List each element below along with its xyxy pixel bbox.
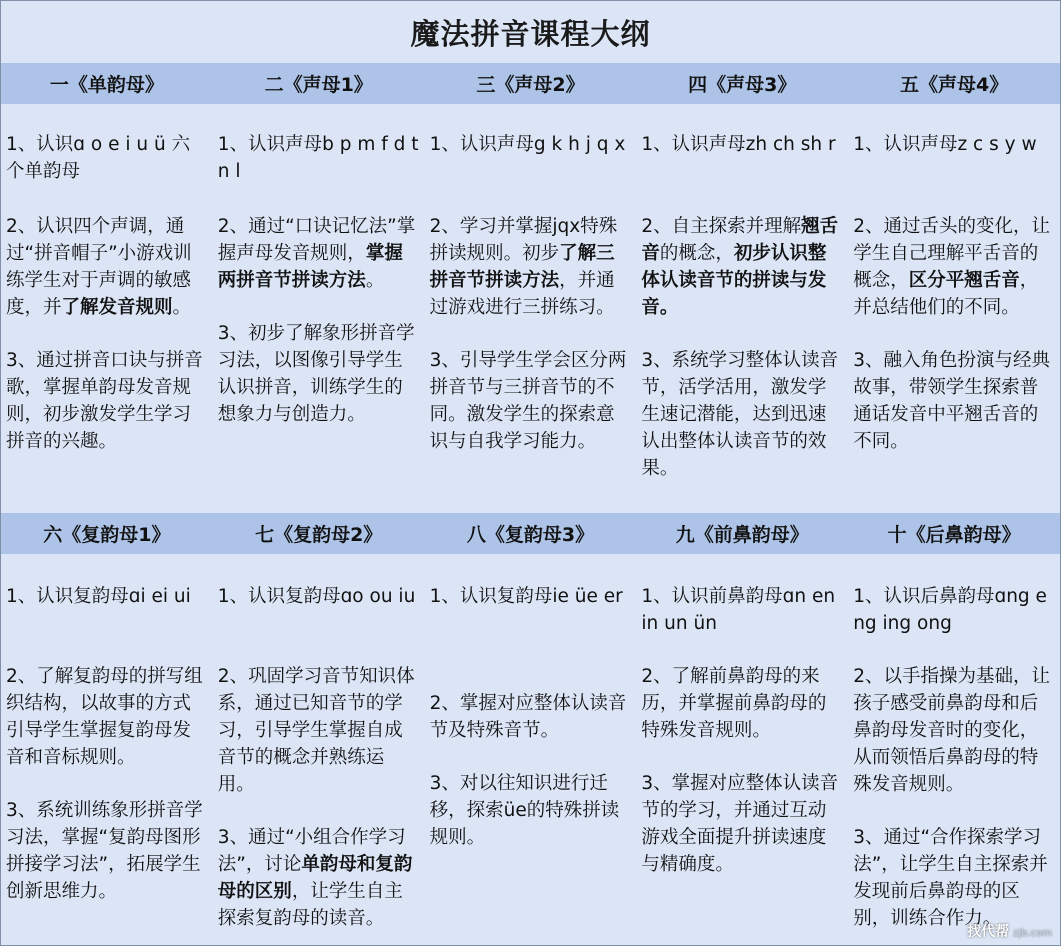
objective-text: 1、认识后鼻韵母ɑng eng ing ong xyxy=(853,586,1047,634)
lesson-objective xyxy=(641,131,842,158)
lesson-content-row-1 xyxy=(1,104,1060,512)
lesson-objective xyxy=(218,213,419,294)
objective-text: ，让学生自主探索复韵母的读音。 xyxy=(217,881,403,929)
objective-text: 1、认识ɑ o e i u ü 六个单韵母 xyxy=(6,134,191,182)
objective-text: 3、融入角色扮演与经典故事，带领学生探索普通话发音中平翘舌音的不同。 xyxy=(853,350,1050,452)
lesson-objective xyxy=(6,663,207,771)
lesson-objective xyxy=(218,131,419,185)
objective-text: 1、认识声母b p m f d t n l xyxy=(217,134,419,182)
objective-emphasis-text: 掌握两拼音节拼读方法 xyxy=(217,243,403,291)
lesson-header: 二《声母1》 xyxy=(264,74,373,96)
lesson-objective xyxy=(853,131,1054,158)
lesson-objective xyxy=(853,583,1054,637)
objective-text: 2、了解复韵母的拼写组织结构，以故事的方式引导学生掌握复韵母发音和音标规则。 xyxy=(6,666,203,768)
lesson-objective xyxy=(6,797,207,905)
lesson-objective xyxy=(218,583,419,610)
lesson-objective xyxy=(6,347,207,455)
objective-text: 3、通过拼音口诀与拼音歌，掌握单韵母发音规则，初步激发学生学习拼音的兴趣。 xyxy=(6,350,203,452)
objective-text: 2、巩固学习音节知识体系，通过已知音节的学习，引导学生掌握自成音节的概念并熟练运用。 xyxy=(217,666,415,795)
lesson-objective xyxy=(218,824,419,932)
objective-text: 2、自主探索并理解 xyxy=(641,216,802,237)
lesson-header: 十《后鼻韵母》 xyxy=(887,524,1021,546)
lesson-header: 九《前鼻韵母》 xyxy=(675,524,809,546)
watermark-site: zjb.com xyxy=(1013,928,1052,939)
page-title: 魔法拼音课程大纲 xyxy=(410,16,651,51)
lesson-column xyxy=(213,104,425,512)
lesson-column xyxy=(636,554,848,945)
lesson-objective xyxy=(853,663,1054,798)
lesson-objective xyxy=(6,131,207,185)
objective-text: 2、通过舌头的变化，让学生自己理解平舌音的概念， xyxy=(853,216,1050,291)
lesson-header: 一《单韵母》 xyxy=(49,74,164,96)
objective-text: 1、认识声母zh ch sh r xyxy=(641,134,836,155)
lesson-objective xyxy=(641,663,842,744)
lesson-objective xyxy=(218,320,419,428)
watermark-logo xyxy=(967,921,1052,941)
objective-text: 3、通过“小组合作学习法”，讨论 xyxy=(217,827,406,875)
lesson-objective xyxy=(430,690,631,744)
lesson-objective xyxy=(853,347,1054,455)
lesson-objective xyxy=(641,347,842,482)
objective-text: 3、系统训练象形拼音学习法，掌握“复韵母图形拼接学习法”，拓展学生创新思维力。 xyxy=(6,800,203,902)
lesson-column xyxy=(1,554,213,945)
lesson-header: 八《复韵母3》 xyxy=(466,524,595,546)
objective-text: ，并总结他们的不同。 xyxy=(853,270,1039,318)
lesson-header-row-2 xyxy=(1,513,1060,554)
objective-text: 。 xyxy=(365,270,385,291)
objective-text: 3、系统学习整体认读音节，活学活用，激发学生速记潜能，达到迅速认出整体认读音节的效果。 xyxy=(641,350,839,479)
objective-text: 3、对以往知识进行迁移，探索üe的特殊拼读规则。 xyxy=(429,773,620,848)
lesson-column xyxy=(1,104,213,512)
objective-text: 3、掌握对应整体认读音节的学习，并通过互动游戏全面提升拼读速度与精确度。 xyxy=(641,773,839,875)
lesson-column xyxy=(213,554,425,945)
objective-text: 1、认识复韵母ɑo ou iu xyxy=(217,586,416,607)
objective-emphasis-text: 翘舌音 xyxy=(641,216,839,264)
lesson-objective xyxy=(641,213,842,321)
lesson-objective xyxy=(641,583,842,637)
lesson-objective xyxy=(853,213,1054,321)
objective-text: 1、认识复韵母ie üe er xyxy=(429,586,623,607)
lesson-objective xyxy=(6,583,207,610)
lesson-header: 四《声母3》 xyxy=(688,74,797,96)
lesson-header: 六《复韵母1》 xyxy=(43,524,171,546)
objective-emphasis-text: 区分平翘舌音 xyxy=(908,270,1020,291)
objective-emphasis-text: 了解发音规则 xyxy=(61,297,173,318)
lesson-header: 五《声母4》 xyxy=(899,74,1009,96)
objective-text: ，并通过游戏进行三拼练习。 xyxy=(429,270,615,318)
objective-text: 3、通过“合作探索学习法”，让学生自主探索并发现前后鼻韵母的区别，训练合作力。 xyxy=(853,827,1048,929)
lesson-objective xyxy=(6,213,207,321)
objective-text: 2、通过“口诀记忆法”掌握声母发音规则， xyxy=(217,216,416,264)
lesson-objective xyxy=(853,824,1054,932)
objective-text: 2、了解前鼻韵母的来历，并掌握前鼻韵母的特殊发音规则。 xyxy=(641,666,827,741)
objective-text: 的概念， xyxy=(659,243,734,264)
objective-text: 2、学习并掌握jqx特殊拼读规则。初步 xyxy=(429,216,618,264)
objective-text: 。 xyxy=(172,297,192,318)
lesson-column xyxy=(636,104,848,512)
lesson-column xyxy=(848,104,1060,512)
lesson-column xyxy=(848,554,1060,945)
lesson-objective xyxy=(430,131,631,158)
lesson-objective xyxy=(430,583,631,610)
lesson-objective xyxy=(218,663,419,798)
watermark-brand: 找代帮 xyxy=(967,924,1010,940)
objective-text: 2、认识四个声调，通过“拼音帽子”小游戏训练学生对于声调的敏感度，并 xyxy=(6,216,192,318)
objective-text: 3、引导学生学会区分两拼音节与三拼音节的不同。激发学生的探索意识与自我学习能力。 xyxy=(429,350,627,452)
objective-text: 1、认识声母z c s y w xyxy=(853,134,1037,155)
lesson-column xyxy=(425,554,637,945)
objective-emphasis-text: 了解三拼音节拼读方法 xyxy=(429,243,615,291)
objective-text: 1、认识声母g k h j q x xyxy=(429,134,626,155)
lesson-header: 七《复韵母2》 xyxy=(255,524,383,546)
lesson-objective xyxy=(430,770,631,851)
lesson-objective xyxy=(430,347,631,455)
lesson-objective xyxy=(430,213,631,321)
lesson-header: 三《声母2》 xyxy=(476,74,585,96)
objective-text: 2、掌握对应整体认读音节及特殊音节。 xyxy=(429,693,627,741)
lesson-header-row-1 xyxy=(1,63,1060,104)
lesson-content-row-2 xyxy=(1,554,1060,945)
objective-emphasis-text: 初步认识整体认读音节的拼读与发音。 xyxy=(641,243,827,318)
title-bar xyxy=(1,1,1060,64)
objective-text: 3、初步了解象形拼音学习法，以图像引导学生认识拼音，训练学生的想象力与创造力。 xyxy=(217,323,415,425)
lesson-objective xyxy=(641,770,842,878)
objective-text: 1、认识前鼻韵母ɑn en in un ün xyxy=(641,586,836,634)
objective-text: 2、以手指操为基础，让孩子感受前鼻韵母和后鼻韵母发音时的变化，从而领悟后鼻韵母的特殊发音规则。 xyxy=(853,666,1050,795)
lesson-column xyxy=(425,104,637,512)
objective-text: 1、认识复韵母ɑi ei ui xyxy=(6,586,191,607)
objective-emphasis-text: 单韵母和复韵母的区别 xyxy=(217,854,413,902)
